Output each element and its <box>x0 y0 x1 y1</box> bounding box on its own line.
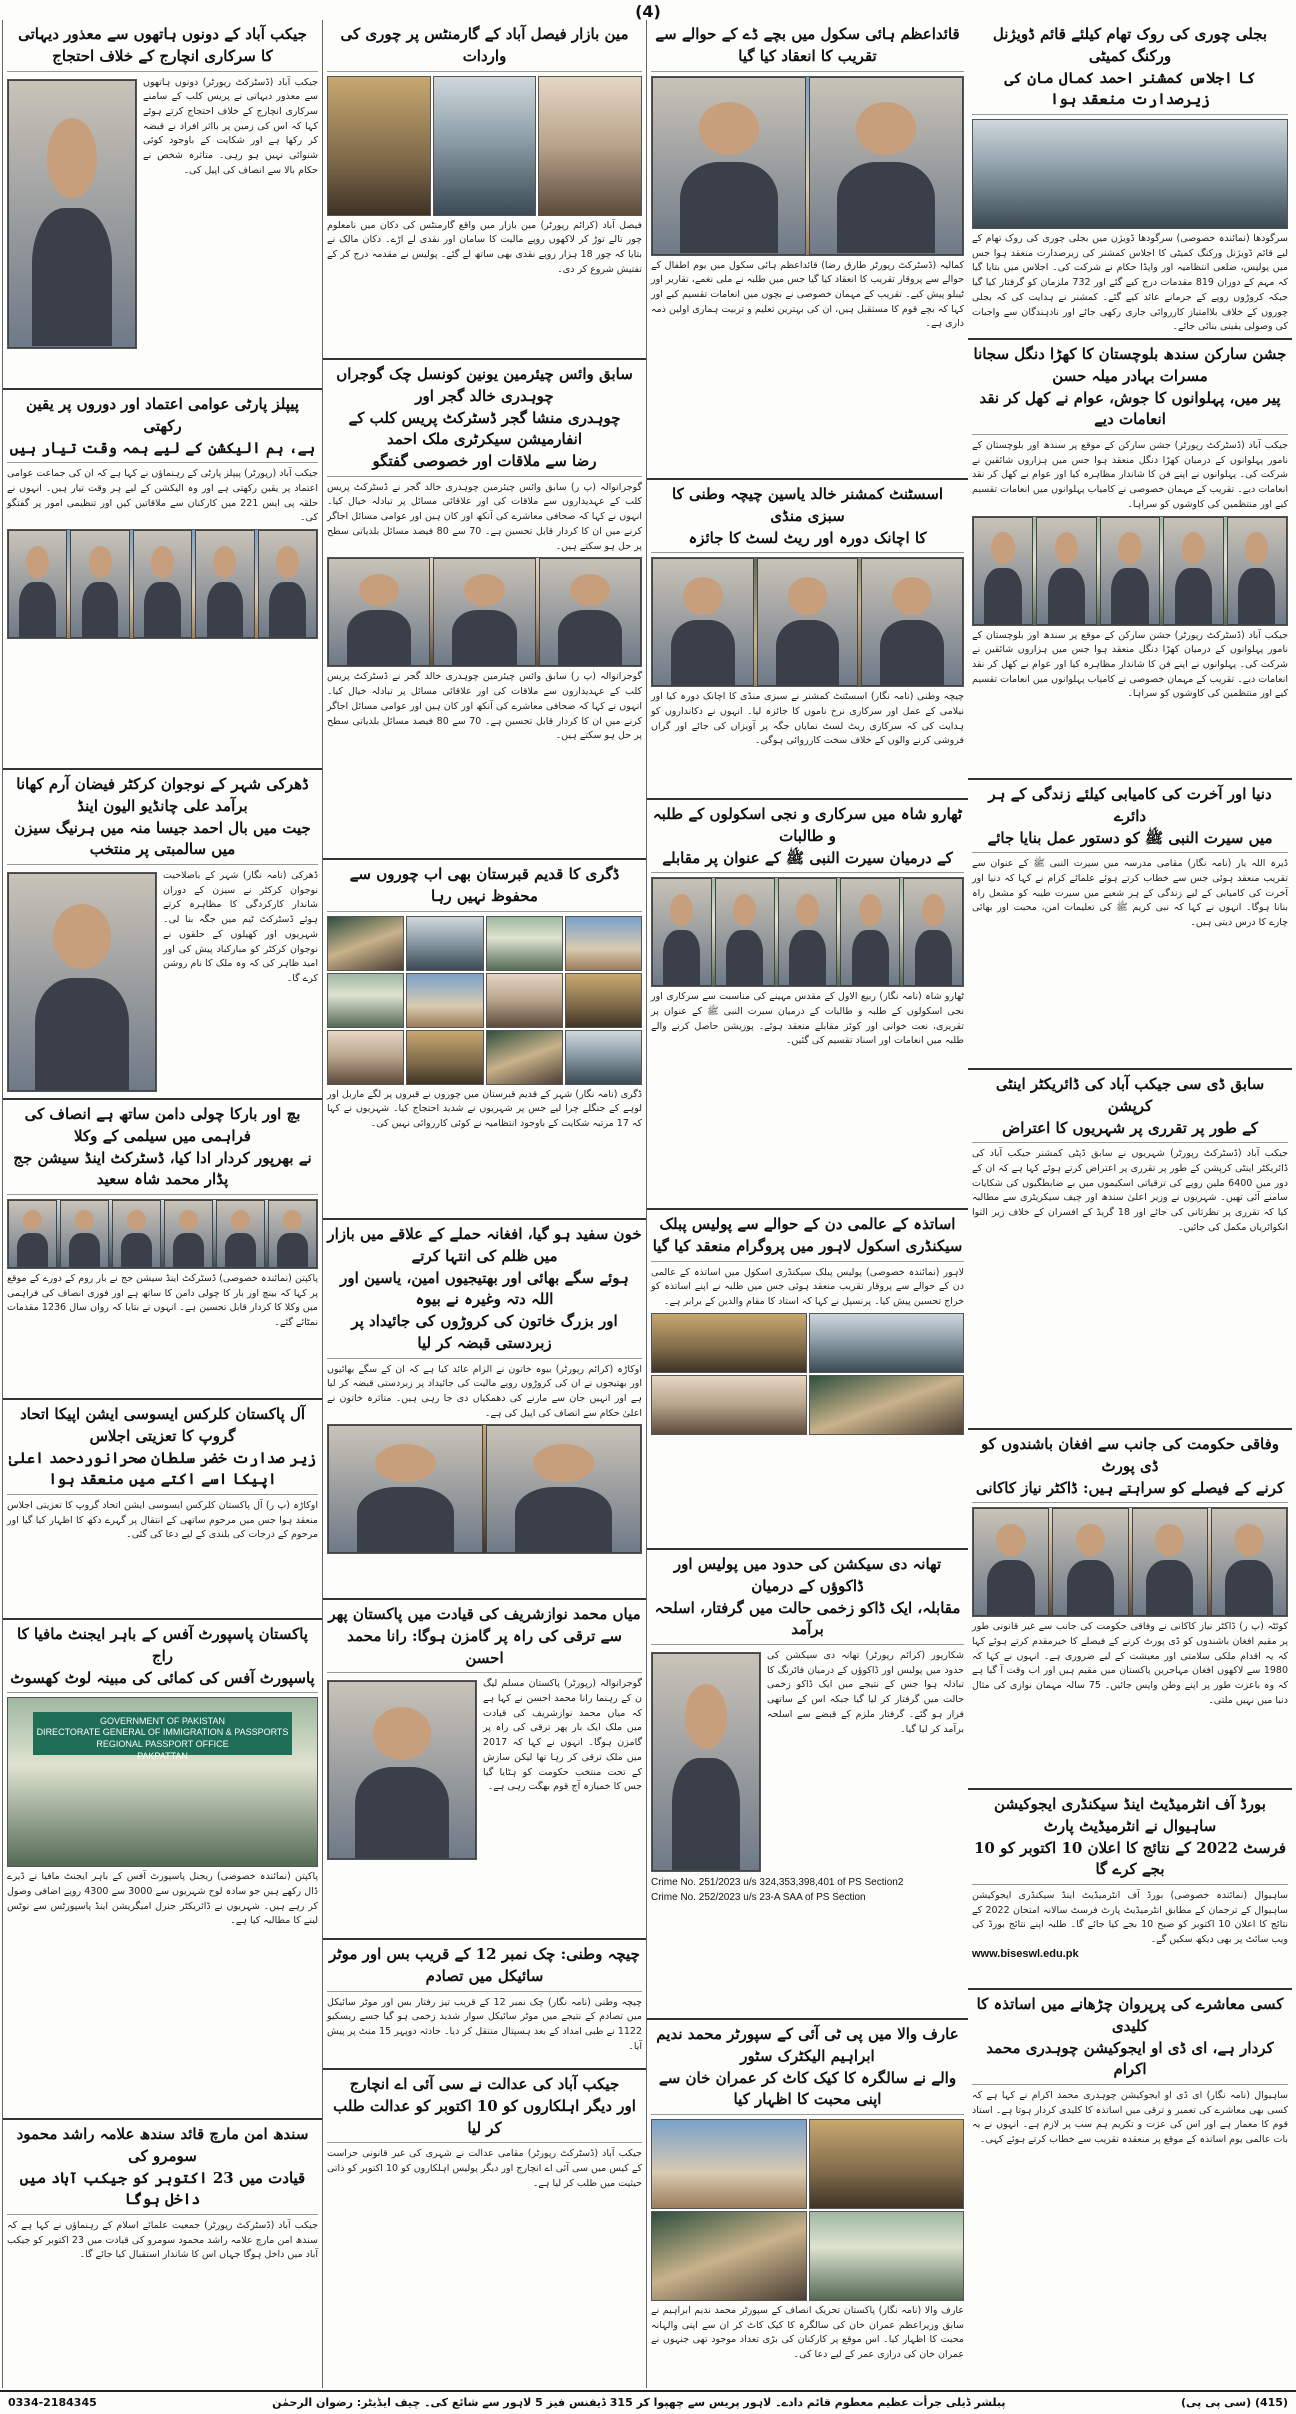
meeting-photo <box>972 119 1288 229</box>
article-wrestling-festival <box>968 340 1292 780</box>
wrestling-photo <box>972 516 1288 626</box>
meeting-photo <box>972 1507 1288 1617</box>
photo-grid <box>327 76 642 216</box>
page-number: (4) <box>635 2 661 21</box>
publisher-line: پبلشر ڈیلی جرأت عظیم معطوم قائم دادے۔ لاہور پریس سے چھپوا کر 315 ڈیفنس فیز 5 لاہور سے شائع کی۔ چیف ایڈیٹر: رضوان الرحمٰن <box>272 2396 1006 2409</box>
article-nawaz-sharif <box>323 1600 646 1940</box>
crime-number-1: Crime No. 251/2023 u/s 324,353,398,401 of PS Section2 <box>651 1877 904 1888</box>
celebration-photo <box>809 2119 965 2209</box>
article-seerat <box>968 780 1292 1070</box>
article-disabled-protest <box>3 20 322 390</box>
meeting-photo <box>327 557 642 667</box>
article-power-theft-committee <box>968 20 1292 340</box>
article-body: لاہور (نمائندہ خصوصی) پولیس پبلک سیکنڈری اسکول میں اساتذہ کے عالمی دن کے حوالے سے پروقار تقریب منعقد ہوئی جس میں طلبہ نے اپنے اساتذہ کو خراج تحسین پیش کیا۔ پرنسپل نے کہا کہ استاد کا مقام والدین کے برابر ہے۔ <box>651 1266 964 1307</box>
article-body: گوجرانوالہ (رپورٹر) پاکستان مسلم لیگ ن کے رہنما رانا محمد احسن نے کہا ہے کہ میاں محمد نوازشریف کی قیادت میں ملک ایک بار پھر ترقی کی راہ پر گامزن ہوگا۔ انہوں نے کہا کہ 2017 میں ملک ترقی کر رہا تھا لیکن سازش کے تحت منتخب حکومت کو ہٹایا گیا جس کا خمیازہ آج قوم بھگت رہی ہے۔ <box>483 1678 642 1793</box>
article-body: ڈگری (نامہ نگار) شہر کے قدیم قبرستان میں چوروں نے قبروں پر لگے ماربل اور لوہے کے جنگلے چرا لیے جس پر شہریوں نے شدید احتجاج کیا۔ شہریوں نے کہا کہ 17 مرتبہ شکایت کے باوجود انتظامیہ نے کوئی کارروائی نہیں کی۔ <box>327 1088 642 1129</box>
headline: جشن سارکن سندھ بلوچستان کا کھڑا دنگل سجانا مسرات بہادر میلہ حسن پیر میں، پہلوانوں کا جوش، عوام نے کھل کر نقد انعامات دیے <box>972 344 1288 435</box>
school-photo <box>651 1375 807 1435</box>
portrait-photo <box>327 916 404 971</box>
school-photo <box>651 1313 807 1373</box>
article-body: اوکاڑہ (پ ر) آل پاکستان کلرکس ایسوسی ایشن اتحاد گروپ کا تعزیتی اجلاس منعقد ہوا جس میں مرحوم ساتھی کے انتقال پر گہرے دکھ کا اظہار کیا گیا اور مرحوم کے درجات کی بلندی کے لیے دعا کی گئی۔ <box>7 1500 318 1541</box>
column-3 <box>322 20 646 2388</box>
article-row <box>327 1677 642 1863</box>
article-body: کمالیہ (ڈسٹرکٹ رپورٹر طارق رضا) قائداعظم ہائی سکول میں یوم اطفال کے حوالے سے پروقار تقریب کا انعقاد کیا گیا جس میں طلبہ نے ملی نغمے، تقاریر اور ٹیبلو پیش کیے۔ تقریب کے مہمان خصوصی نے بچوں میں انعامات تقسیم کیے اور کہا کہ بچے قوم کا مستقبل ہیں، ان کی بہترین تعلیم و تربیت ہماری اولین ذمہ داری ہے۔ <box>651 259 964 330</box>
article-body: ساہیوال (نمائندہ خصوصی) بورڈ آف انٹرمیڈیٹ اینڈ سیکنڈری ایجوکیشن ساہیوال کے ترجمان کے مطابق انٹرمیڈیٹ پارٹ فرسٹ سالانہ امتحان 2022 کے نتائج کا اعلان 10 اکتوبر کو صبح 10 بجے کیا جائے گا۔ طلبہ اپنے نتائج بورڈ کی ویب سائٹ پر بھی دیکھ سکیں گے۔ <box>972 1890 1288 1946</box>
headline: قائداعظم ہائی سکول میں بچے ڈے کے حوالے سے تقریب کا انعقاد کیا گیا <box>651 24 964 72</box>
article-body: پاکپتن (نمائندہ خصوصی) ریجنل پاسپورٹ آفس کے باہر ایجنٹ مافیا نے ڈیرے ڈال رکھے ہیں جو سادہ لوح شہریوں سے 3000 سے 4300 روپے اضافی وصول کر رہے ہیں۔ شہریوں نے ڈائریکٹر جنرل امیگریشن اینڈ پاسپورٹس سے نوٹس لینے کا مطالبہ کیا ہے۔ <box>7 1871 318 1927</box>
market-photo <box>651 557 964 687</box>
article-teachers-role <box>968 1990 1292 2370</box>
headline: خون سفید ہو گیا، افغانہ حملے کے علاقے میں بازار میں ظلم کی انتہا کرتے ہوئے سگے بھائی اور بھتیجیوں امین، یاسین اور اللہ دتہ وغیرہ نے بیوہ اور بزرگ خاتون کی کروڑوں کی جائیداد پر زبردستی قبضہ کر لیا <box>327 1224 642 1359</box>
celebration-photo <box>809 2211 965 2301</box>
encounter-row <box>651 1649 964 1875</box>
portrait-photo <box>327 973 404 1028</box>
headline: سابق وائس چیئرمین یونین کونسل چک گوجراں چوہدری خالد گجر اور چوہدری منشا گجر ڈسٹرکٹ پریس کلب کے انفارمیشن سیکرٹری ملک احمد رضا سے ملاقات اور خصوصی گفتگو <box>327 364 642 477</box>
headline: جیکب آباد کے دونوں ہاتھوں سے معذور دیہاتی کا سرکاری انچارج کے خلاف احتجاج <box>7 24 318 72</box>
article-vegetable-market <box>647 480 968 800</box>
headline: میاں محمد نوازشریف کی قیادت میں پاکستان پھر سے ترقی کی راہ پر گامزن ہوگا: رانا محمد احسن <box>327 1604 642 1673</box>
article-children-day <box>647 20 968 480</box>
article-body: جیکب آباد (ڈسٹرکٹ رپورٹر) شہریوں نے سابق ڈپٹی کمشنر جیکب آباد کی ڈائریکٹر اینٹی کرپشن کے طور پر تقرری پر اعتراض کرتے ہوئے کہا ہے کہ ان کے دور میں 6400 ملین روپے کی ترقیاتی اسکیموں میں بے ضابطگیوں کی شکایات سامنے آئی تھیں۔ شہریوں نے وزیر اعلیٰ سندھ اور چیف سیکریٹری سے مطالبہ کیا کہ تقرری پر نظرثانی کی جائے اور 18 گریڈ کے افسران کے خلاف زیر التوا انکوائریاں مکمل کی جائیں۔ <box>972 1148 1289 1233</box>
school-photo <box>809 1313 965 1373</box>
headline: بچ اور بارکا چولی دامن ساتھ ہے انصاف کی فراہمی میں سیلمی کے وکلا نے بھرپور کردار ادا کیا، ڈسٹرکٹ اینڈ سیشن جج پڈار محمد شاہ سعید <box>7 1104 318 1195</box>
school-photo <box>809 1375 965 1435</box>
headline: سابق ڈی سی جیکب آباد کی ڈائریکٹر اینٹی کرپشن کے طور پر تقرری پر شہریوں کا اعتراض <box>972 1074 1288 1143</box>
article-body: اوکاڑہ (کرائم رپورٹر) بیوہ خاتون نے الزام عائد کیا ہے کہ ان کے سگے بھائیوں اور بھتیجوں نے ان کی کروڑوں روپے مالیت کی جائیداد پر زبردستی قبضہ کر لیا ہے اور انہیں جان سے مارنے کی دھمکیاں دی جا رہی ہیں۔ متاثرہ خاتون نے اعلیٰ حکام سے انصاف کی اپیل کی ہے۔ <box>327 1363 642 1419</box>
article-body: چیچہ وطنی (نامہ نگار) چک نمبر 12 کے قریب تیز رفتار بس اور موٹر سائیکل میں تصادم کے نتیجے میں موٹر سائیکل سوار شدید زخمی ہو گیا جسے ریسکیو 1122 نے طبی امداد کے بعد ہسپتال منتقل کر دیا۔ حادثہ دوپہر 15 منٹ پر پیش آیا۔ <box>327 1996 642 2052</box>
article-body-continued: جیکب آباد (ڈسٹرکٹ رپورٹر) جشن سارکن کے موقع پر سندھ اور بلوچستان کے نامور پہلوانوں کے درمیان کھڑا دنگل منعقد ہوا جس میں ہزاروں شائقین نے شرکت کی۔ پہلوانوں نے اپنے فن کا شاندار مظاہرہ کیا اور عوام نے کھل کر نقد انعامات دیے۔ تقریب کے مہمان خصوصی نے کامیاب پہلوانوں میں انعامات تقسیم کیے اور منتظمین کی کاوشوں کو سراہا۔ <box>972 629 1288 700</box>
article-property-grab <box>323 1220 646 1600</box>
article-row <box>7 869 318 1095</box>
suspect-photo <box>651 1652 761 1872</box>
celebration-photo <box>651 2211 807 2301</box>
imprint-footer <box>0 2390 1296 2414</box>
article-body: ٹھارو شاہ (نامہ نگار) ربیع الاول کے مقدس مہینے کی مناسبت سے سرکاری اور نجی اسکولوں کے طلبہ و طالبات کے درمیان سیرت النبی ﷺ کے عنوان پر تقریری، نعت خوانی اور کوئز مقابلے منعقد ہوئے۔ پوزیشن حاصل کرنے والے طلبہ میں انعامات اور اسناد تقسیم کی گئیں۔ <box>651 991 964 1047</box>
portrait-photo <box>486 916 563 971</box>
phone-number: 0334-2184345 <box>8 2396 97 2409</box>
article-body: فیصل آباد (کرائم رپورٹر) مین بازار میں واقع گارمنٹس کی دکان میں نامعلوم چور تالے توڑ کر لاکھوں روپے مالیت کا سامان اور نقدی لے اڑے۔ دکان مالک نے بتایا کہ چور 18 ہزار روپے نقدی بھی ساتھ لے گئے۔ پولیس نے مقدمہ درج کر کے تفتیش شروع کر دی۔ <box>327 219 642 275</box>
article-body: جیکب آباد (ڈسٹرکٹ رپورٹر) مقامی عدالت نے شہری کی غیر قانونی حراست کے کیس میں سی آئی اے انچارج اور دیگر پولیس اہلکاروں کو 10 اکتوبر کو ذاتی حیثیت میں طلب کر لیا ہے۔ <box>327 2148 642 2189</box>
cricketer-photo <box>7 872 157 1092</box>
article-bench-bar <box>3 1100 322 1400</box>
portrait-photo <box>565 1030 642 1085</box>
article-anti-corruption <box>968 1070 1292 1430</box>
headline: تھانہ دی سیکشن کی حدود میں پولیس اور ڈاکوؤں کے درمیان مقابلہ، ایک ڈاکو زخمی حالت میں گرفتار، اسلحہ برآمد <box>651 1554 964 1645</box>
headline: اساتذہ کے عالمی دن کے حوالے سے پولیس پبلک سیکنڈری اسکول لاہور میں پروگرام منعقد کیا گیا <box>651 1214 964 1262</box>
headline: کسی معاشرے کی پرپروان چڑھانے میں اساتذہ کا کلیدی کردار ہے، ای ڈی او ایجوکیشن چوہدری محمد اکرام <box>972 1994 1288 2085</box>
headline: ڈھرکی شہر کے نوجوان کرکٹر فیضان آرم کھانا برآمد علی چانڈیو الیون اینڈ جیت میں بال احمد جیسا منہ میں ہرنیگ سیزن میں سالمبتی پر منتخب <box>7 774 318 865</box>
protester-photo <box>7 79 137 349</box>
article-teachers-day-police-school <box>647 1210 968 1550</box>
portrait-photo <box>565 973 642 1028</box>
article-body: چیچہ وطنی (نامہ نگار) اسسٹنٹ کمشنر نے سبزی منڈی کا اچانک دورہ کیا اور نیلامی کے عمل اور سرکاری نرخ ناموں کا جائزہ لیا۔ انہوں نے دکانداروں کو ہدایت کی کہ سرکاری ریٹ لسٹ نمایاں جگہ پر آویزاں کی جائے اور گراں فروشی کرنے والوں کے خلاف سخت کارروائی ہوگی۔ <box>651 691 964 747</box>
headline: ڈگری کا قدیم قبرستان بھی اب چوروں سے محفوظ نہیں رہا <box>327 864 642 912</box>
office-signboard: GOVERNMENT OF PAKISTAN DIRECTORATE GENERAL OF IMMIGRATION & PASSPORTS REGIONAL PASSPORT OFFICE PAKPATTAN <box>33 1712 293 1756</box>
ceremony-photo <box>651 76 964 256</box>
article-clerks-association <box>3 1400 322 1620</box>
portrait-photo <box>406 973 483 1028</box>
article-body: سرگودھا (نمائندہ خصوصی) سرگودھا ڈویژن میں بجلی چوری کی روک تھام کے لیے قائم ڈویژنل ورکنگ کمیٹی کا اجلاس کمشنر کی زیرصدارت منعقد ہوا جس میں پولیس، ضلعی انتظامیہ اور واپڈا حکام نے شرکت کی۔ اجلاس میں بتایا گیا کہ مہم کے دوران 819 مقدمات درج کیے گئے اور 732 ملزمان کو گرفتار کیا گیا جبکہ کروڑوں روپے کے جرمانے عائد کیے گئے۔ کمشنر نے ہدایت کی کہ بجلی چوروں کے خلاف بلاامتیاز کارروائی جاری رکھی جائے اور نادہندگان سے واجبات کی وصولی یقینی بنائی جائے۔ <box>972 233 1288 333</box>
article-body: جیکب آباد (ڈسٹرکٹ رپورٹر) جشن سارکن کے موقع پر سندھ اور بلوچستان کے نامور پہلوانوں کے درمیان کھڑا دنگل منعقد ہوا جس میں ہزاروں شائقین نے شرکت کی۔ پہلوانوں نے اپنے فن کا شاندار مظاہرہ کیا اور عوام نے کھل کر نقد انعامات دیے۔ تقریب کے مہمان خصوصی نے کامیاب پہلوانوں میں انعامات تقسیم کیے اور منتظمین کی کاوشوں کو سراہا۔ <box>972 440 1288 510</box>
shop-photo <box>538 76 642 216</box>
headline: بورڈ آف انٹرمیڈیٹ اینڈ سیکنڈری ایجوکیشن ساہیوال نے انٹرمیڈیٹ پارٹ فرسٹ 2022 کے نتائج کا اعلان 10 اکتوبر کو 10 بجے کرے گا <box>972 1794 1288 1885</box>
article-body: کوئٹہ (پ ر) ڈاکٹر نیاز کاکانی نے وفاقی حکومت کی جانب سے غیر قانونی طور پر مقیم افغان باشندوں کو ڈی پورٹ کرنے کے فیصلے کا خیرمقدم کرتے ہوئے کہا کہ یہ اقدام ملکی سلامتی اور معیشت کے لیے ضروری ہے۔ انہوں نے کہا کہ 1980 سے لاکھوں افغان مہاجرین پاکستان میں مقیم ہیں اور اب وقت آ گیا ہے کہ وہ باعزت طور پر اپنے وطن واپس جائیں۔ 75 سالہ مہمان نوازی کی مثال دنیا میں نہیں ملتی۔ <box>972 1621 1288 1706</box>
article-cricketer <box>3 770 322 1100</box>
headline: ٹھارو شاہ میں سرکاری و نجی اسکولوں کے طلبہ و طالبات کے درمیان سیرت النبی ﷺ کے عنوان پر مقابلے <box>651 804 964 873</box>
headline: مین بازار فیصل آباد کے گارمنٹس پر چوری کی واردات <box>327 24 642 72</box>
article-body-continued: گوجرانوالہ (پ ر) سابق وائس چیئرمین چوہدری خالد گجر نے ڈسٹرکٹ پریس کلب کے عہدیداروں سے ملاقات کی اور علاقائی مسائل پر تبادلہ خیال کیا۔ انہوں نے کہا کہ صحافی معاشرے کی آنکھ اور کان ہیں اور عوامی مسائل اجاگر کرنے میں ان کا کردار قابل تحسین ہے۔ 70 سے 80 فیصد مسائل بلدیاتی سطح پر حل ہو سکتے ہیں۔ <box>327 671 642 742</box>
photo-grid <box>327 916 642 1085</box>
portrait-photo <box>486 973 563 1028</box>
article-garment-theft <box>323 20 646 360</box>
portrait-photo <box>406 1030 483 1085</box>
photo-grid <box>651 1313 964 1435</box>
article-press-club-meeting <box>323 360 646 860</box>
crime-number-2: Crime No. 252/2023 u/s 23-A SAA of PS Section <box>651 1892 866 1903</box>
headline: آل پاکستان کلرکس ایسوسی ایشن اپیکا اتحاد گروپ کا تعزیتی اجلاس زیر صدارت خضر سلطان صحرانوردحمد اعلیٰ اپیکا اسے اکتے میں منعقد ہوا <box>7 1404 318 1495</box>
registration-code: (415) (سی پی پی) <box>1180 2396 1288 2409</box>
leaders-photo <box>7 529 318 639</box>
article-ppp <box>3 390 322 770</box>
headline: سندھ امن مارچ قائد سندھ علامہ راشد محمود سومرو کی قیادت میں 23 اکتوبر کو جیکب آباد میں داخل ہوگا <box>7 2124 318 2215</box>
article-body: جیکب آباد (ڈسٹرکٹ رپورٹر) جمعیت علمائے اسلام کے رہنماؤں نے کہا ہے کہ سندھ امن مارچ علامہ راشد محمود سومرو کی قیادت میں 23 اکتوبر کو جیکب آباد میں داخل ہوگا جہاں اس کا شاندار استقبال کیا جائے گا۔ <box>7 2220 318 2261</box>
women-photo <box>327 1424 642 1554</box>
column-1 <box>968 20 1292 2388</box>
article-peace-march <box>3 2120 322 2388</box>
headline: جیکب آباد کی عدالت نے سی آئی اے انچارج اور دیگر اہلکاروں کو 10 اکتوبر کو عدالت طلب کر لیا <box>327 2074 642 2143</box>
article-body: گوجرانوالہ (پ ر) سابق وائس چیئرمین چوہدری خالد گجر نے ڈسٹرکٹ پریس کلب کے عہدیداروں سے ملاقات کی اور علاقائی مسائل پر تبادلہ خیال کیا۔ انہوں نے کہا کہ صحافی معاشرے کی آنکھ اور کان ہیں اور عوامی مسائل اجاگر کرنے میں ان کا کردار قابل تحسین ہے۔ 70 سے 80 فیصد مسائل بلدیاتی سطح پر حل ہو سکتے ہیں۔ <box>327 481 642 552</box>
shop-photo <box>327 76 431 216</box>
headline: پیپلز پارٹی عوامی اعتماد اور دوروں پر یقین رکھتی ہے، ہم الیکشن کے لیے ہمہ وقت تیار ہیں <box>7 394 318 463</box>
article-body: جیکب آباد (رپورٹر) پیپلز پارٹی کے رہنماؤں نے کہا ہے کہ ان کی جماعت عوامی اعتماد پر یقین رکھتی ہے اور وہ الیکشن کے لیے ہر وقت تیار ہیں۔ انہوں نے حلقہ پی ایس 221 میں کارکنان سے ملاقاتیں کیں اور تنظیمی امور پر گفتگو کی۔ <box>7 468 318 524</box>
column-2 <box>646 20 968 2388</box>
article-afghan-deport <box>968 1430 1292 1790</box>
website-link[interactable]: www.biseswl.edu.pk <box>972 1947 1079 1960</box>
portrait-photo <box>486 1030 563 1085</box>
portrait-photo <box>327 1030 404 1085</box>
article-bus-accident <box>323 1940 646 2070</box>
article-body: ڈیرہ اللہ یار (نامہ نگار) مقامی مدرسہ میں سیرت النبی ﷺ کے عنوان سے تقریب منعقد ہوئی جس سے خطاب کرتے ہوئے علمائے کرام نے کہا کہ دنیا اور آخرت کی کامیابی کے لیے زندگی کے ہر شعبے میں سیرت طیبہ کو مشعل راہ بنانا ہوگا۔ انہوں نے کہا کہ نبی کریم ﷺ کی تعلیمات امن، محبت اور بھائی چارے کا درس دیتی ہیں۔ <box>972 858 1288 929</box>
headline: دنیا اور آخرت کی کامیابی کیلئے زندگی کے ہر دائرے میں سیرت النبی ﷺ کو دستور عمل بنایا جائے <box>972 784 1288 853</box>
headline: عارف والا میں پی ٹی آئی کے سپورٹر محمد ندیم ابراہیم الیکٹرک سٹور والے نے سالگرہ کا کیک کاٹ کر عمران خان سے اپنی محبت کا اظہار کیا <box>651 2024 964 2115</box>
portrait-photo <box>406 916 483 971</box>
article-graveyard-theft <box>323 860 646 1220</box>
article-seerat-competition <box>647 800 968 1210</box>
column-4 <box>2 20 322 2388</box>
article-body: ڈھرکی (نامہ نگار) شہر کے باصلاحیت نوجوان کرکٹر نے سیزن کے دوران شاندار کارکردگی کا مظاہرہ کرتے ہوئے ڈسٹرکٹ ٹیم میں جگہ بنا لی۔ شہریوں اور کھیلوں کے حلقوں نے نوجوان کرکٹر کو مبارکباد پیش کی اور امید ظاہر کی کہ وہ ملک کا نام روشن کرے گا۔ <box>163 870 318 985</box>
headline: وفاقی حکومت کی جانب سے افغان باشندوں کو ڈی پورٹ کرنے کے فیصلے کو سراہتے ہیں: ڈاکٹر نیاز کاکانی <box>972 1434 1288 1503</box>
photo-grid <box>651 2119 964 2301</box>
article-body: ساہیوال (نامہ نگار) ای ڈی او ایجوکیشن چوہدری محمد اکرام نے کہا ہے کہ کسی بھی معاشرے کی تعمیر و ترقی میں اساتذہ کا کلیدی کردار ہوتا ہے۔ استاد قوم کا معمار ہے اور اس کی عزت و تکریم ہم سب پر لازم ہے۔ انہوں نے یہ بات عالمی یوم اساتذہ کے موقع پر منعقدہ تقریب سے خطاب کرتے ہوئے کہی۔ <box>972 2090 1288 2146</box>
article-court-summons <box>323 2070 646 2288</box>
headline: اسسٹنٹ کمشنر خالد یاسین چیچہ وطنی کا سبزی منڈی کا اچانک دورہ اور ریٹ لسٹ کا جائزہ <box>651 484 964 553</box>
article-body: شکارپور (کرائم رپورٹر) تھانہ دی سیکشن کی حدود میں پولیس اور ڈاکوؤں کے درمیان فائرنگ کا تبادلہ ہوا جس کے نتیجے میں ایک ڈاکو زخمی حالت میں گرفتار کر لیا گیا جبکہ اس کے ساتھی فرار ہو گئے۔ گرفتار ملزم کے قبضے سے اسلحہ برآمد کر لیا گیا۔ <box>767 1650 964 1735</box>
award-photo <box>651 877 964 987</box>
article-board-results <box>968 1790 1292 1990</box>
headline: چیچہ وطنی: چک نمبر 12 کے قریب بس اور موٹر سائیکل میں تصادم <box>327 1944 642 1992</box>
article-passport-office <box>3 1620 322 2120</box>
article-body: عارف والا (نامہ نگار) پاکستان تحریک انصاف کے سپورٹر محمد ندیم ابراہیم نے سابق وزیراعظم عمران خان کی سالگرہ کا کیک کاٹ کر ان سے اپنی والہانہ محبت کا اظہار کیا۔ اس موقع پر کارکنان کی بڑی تعداد موجود تھی جنہوں نے عمران خان کی درازی عمر کے لیے دعا کی۔ <box>651 2305 964 2361</box>
headline: بجلی چوری کی روک تھام کیلئے قائم ڈویژنل ورکنگ کمیٹی کا اجلاس کمشنر احمد کمال مان کی زیرصدارت منعقد ہوا <box>972 24 1288 115</box>
lawyers-photo <box>7 1199 318 1269</box>
article-birthday-cake <box>647 2020 968 2388</box>
portrait-photo <box>327 1680 477 1860</box>
article-row <box>7 76 318 352</box>
passport-office-photo <box>7 1697 318 1867</box>
celebration-photo <box>651 2119 807 2209</box>
article-police-encounter <box>647 1550 968 2020</box>
article-body: پاکپتن (نمائندہ خصوصی) ڈسٹرکٹ اینڈ سیشن جج نے بار روم کے دورے کے موقع پر کہا کہ بینچ اور بار کا چولی دامن کا ساتھ ہے اور فوری انصاف کی فراہمی میں وکلا کا کردار قابل تحسین ہے۔ انہوں نے بتایا کہ رواں سال 1236 مقدمات نمٹائے گئے۔ <box>7 1273 318 1329</box>
portrait-photo <box>565 916 642 971</box>
shop-photo <box>433 76 537 216</box>
headline: پاکستان پاسپورٹ آفس کے باہر ایجنٹ مافیا کا راج پاسپورٹ آفس کی کمائی کی مبینہ لوٹ کھسوٹ <box>7 1624 318 1693</box>
article-body: جیکب آباد (ڈسٹرکٹ رپورٹر) دونوں ہاتھوں سے معذور دیہاتی نے پریس کلب کے سامنے سرکاری انچارج کے خلاف احتجاج کرتے ہوئے کہا کہ اس کی زمین پر بااثر افراد نے قبضہ کر رکھا ہے اور شکایت کے باوجود کوئی شنوائی نہیں ہو رہی۔ متاثرہ شخص نے حکام بالا سے انصاف کی اپیل کی۔ <box>143 76 318 176</box>
